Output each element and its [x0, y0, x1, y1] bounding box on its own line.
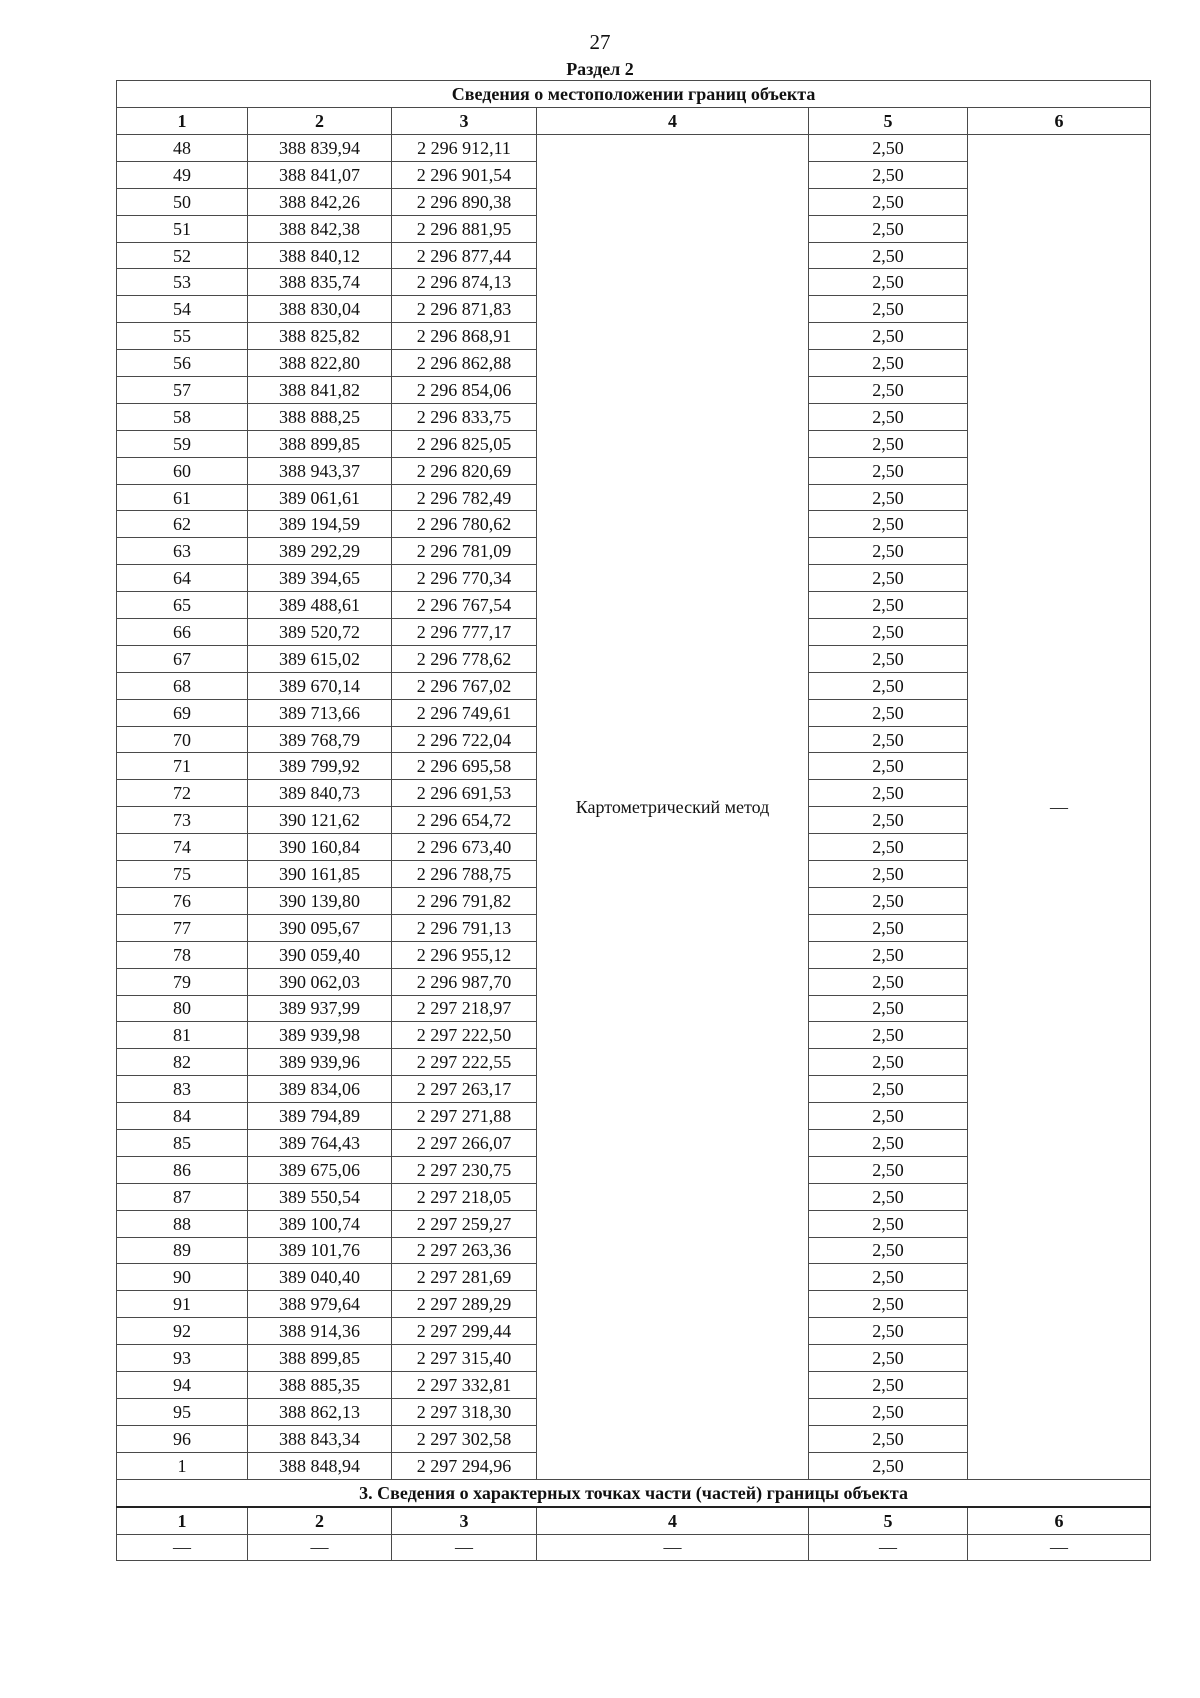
point-number-cell: 59 — [117, 430, 248, 457]
empty-value-cell: — — [392, 1534, 537, 1561]
y-coordinate-cell: 2 296 767,02 — [392, 672, 537, 699]
y-coordinate-cell: 2 297 318,30 — [392, 1398, 537, 1425]
x-coordinate-cell: 389 939,98 — [248, 1022, 392, 1049]
accuracy-cell: 2,50 — [809, 807, 968, 834]
accuracy-cell: 2,50 — [809, 296, 968, 323]
point-number-cell: 55 — [117, 323, 248, 350]
x-coordinate-cell: 389 550,54 — [248, 1183, 392, 1210]
column-header: 5 — [809, 1507, 968, 1535]
y-coordinate-cell: 2 296 778,62 — [392, 645, 537, 672]
table-title-row — [117, 81, 1151, 108]
accuracy-cell: 2,50 — [809, 887, 968, 914]
x-coordinate-cell: 389 394,65 — [248, 565, 392, 592]
point-number-cell: 93 — [117, 1345, 248, 1372]
y-coordinate-cell: 2 296 955,12 — [392, 941, 537, 968]
y-coordinate-cell: 2 296 862,88 — [392, 350, 537, 377]
accuracy-cell: 2,50 — [809, 1103, 968, 1130]
x-coordinate-cell: 390 059,40 — [248, 941, 392, 968]
x-coordinate-cell: 389 768,79 — [248, 726, 392, 753]
y-coordinate-cell: 2 297 266,07 — [392, 1129, 537, 1156]
page-number: 27 — [589, 30, 611, 54]
accuracy-cell: 2,50 — [809, 672, 968, 699]
accuracy-cell: 2,50 — [809, 135, 968, 162]
accuracy-cell: 2,50 — [809, 1318, 968, 1345]
y-coordinate-cell: 2 296 833,75 — [392, 403, 537, 430]
accuracy-cell: 2,50 — [809, 457, 968, 484]
point-number-cell: 77 — [117, 914, 248, 941]
column-header: 3 — [392, 1507, 537, 1535]
x-coordinate-cell: 389 488,61 — [248, 592, 392, 619]
point-number-cell: 84 — [117, 1103, 248, 1130]
empty-value-cell: — — [809, 1534, 968, 1561]
point-number-cell: 53 — [117, 269, 248, 296]
y-coordinate-cell: 2 297 281,69 — [392, 1264, 537, 1291]
x-coordinate-cell: 388 848,94 — [248, 1452, 392, 1479]
x-coordinate-cell: 389 840,73 — [248, 780, 392, 807]
y-coordinate-cell: 2 296 767,54 — [392, 592, 537, 619]
x-coordinate-cell: 390 161,85 — [248, 861, 392, 888]
accuracy-cell: 2,50 — [809, 995, 968, 1022]
y-coordinate-cell: 2 296 987,70 — [392, 968, 537, 995]
y-coordinate-cell: 2 296 901,54 — [392, 161, 537, 188]
point-number-cell: 62 — [117, 511, 248, 538]
accuracy-cell: 2,50 — [809, 726, 968, 753]
accuracy-cell: 2,50 — [809, 1076, 968, 1103]
point-number-cell: 80 — [117, 995, 248, 1022]
point-number-cell: 69 — [117, 699, 248, 726]
point-number-cell: 61 — [117, 484, 248, 511]
point-number-cell: 85 — [117, 1129, 248, 1156]
column-header: 6 — [968, 108, 1151, 135]
accuracy-cell: 2,50 — [809, 834, 968, 861]
x-coordinate-cell: 388 862,13 — [248, 1398, 392, 1425]
x-coordinate-cell: 388 839,94 — [248, 135, 392, 162]
accuracy-cell: 2,50 — [809, 1345, 968, 1372]
accuracy-cell: 2,50 — [809, 161, 968, 188]
y-coordinate-cell: 2 296 874,13 — [392, 269, 537, 296]
x-coordinate-cell: 390 062,03 — [248, 968, 392, 995]
point-number-cell: 78 — [117, 941, 248, 968]
accuracy-cell: 2,50 — [809, 269, 968, 296]
column-header: 5 — [809, 108, 968, 135]
x-coordinate-cell: 390 095,67 — [248, 914, 392, 941]
x-coordinate-cell: 389 799,92 — [248, 753, 392, 780]
accuracy-cell: 2,50 — [809, 1264, 968, 1291]
x-coordinate-cell: 388 888,25 — [248, 403, 392, 430]
y-coordinate-cell: 2 297 271,88 — [392, 1103, 537, 1130]
point-number-cell: 91 — [117, 1291, 248, 1318]
accuracy-cell: 2,50 — [809, 377, 968, 404]
accuracy-cell: 2,50 — [809, 592, 968, 619]
point-number-cell: 89 — [117, 1237, 248, 1264]
y-coordinate-cell: 2 297 222,55 — [392, 1049, 537, 1076]
y-coordinate-cell: 2 296 654,72 — [392, 807, 537, 834]
y-coordinate-cell: 2 296 782,49 — [392, 484, 537, 511]
accuracy-cell: 2,50 — [809, 511, 968, 538]
accuracy-cell: 2,50 — [809, 914, 968, 941]
point-number-cell: 50 — [117, 188, 248, 215]
point-number-cell: 86 — [117, 1156, 248, 1183]
x-coordinate-cell: 388 841,07 — [248, 161, 392, 188]
point-number-cell: 81 — [117, 1022, 248, 1049]
x-coordinate-cell: 390 121,62 — [248, 807, 392, 834]
table-row — [117, 135, 1151, 162]
y-coordinate-cell: 2 297 259,27 — [392, 1210, 537, 1237]
point-number-cell: 74 — [117, 834, 248, 861]
y-coordinate-cell: 2 296 825,05 — [392, 430, 537, 457]
accuracy-cell: 2,50 — [809, 1237, 968, 1264]
accuracy-cell: 2,50 — [809, 968, 968, 995]
y-coordinate-cell: 2 296 868,91 — [392, 323, 537, 350]
y-coordinate-cell: 2 296 791,82 — [392, 887, 537, 914]
point-number-cell: 87 — [117, 1183, 248, 1210]
point-number-cell: 52 — [117, 242, 248, 269]
x-coordinate-cell: 388 842,26 — [248, 188, 392, 215]
y-coordinate-cell: 2 296 877,44 — [392, 242, 537, 269]
point-number-cell: 92 — [117, 1318, 248, 1345]
point-number-cell: 54 — [117, 296, 248, 323]
x-coordinate-cell: 389 834,06 — [248, 1076, 392, 1103]
point-number-cell: 1 — [117, 1452, 248, 1479]
accuracy-cell: 2,50 — [809, 538, 968, 565]
column-header-row — [117, 108, 1151, 135]
empty-value-cell: — — [968, 1534, 1151, 1561]
y-coordinate-cell: 2 296 781,09 — [392, 538, 537, 565]
accuracy-cell: 2,50 — [809, 941, 968, 968]
column-header: 4 — [537, 1507, 809, 1535]
column-header: 2 — [248, 108, 392, 135]
accuracy-cell: 2,50 — [809, 1291, 968, 1318]
table-title: Сведения о местоположении границ объекта — [117, 81, 1151, 108]
accuracy-cell: 2,50 — [809, 484, 968, 511]
accuracy-cell: 2,50 — [809, 323, 968, 350]
accuracy-cell: 2,50 — [809, 1425, 968, 1452]
point-number-cell: 64 — [117, 565, 248, 592]
column-header: 2 — [248, 1507, 392, 1535]
x-coordinate-cell: 389 520,72 — [248, 619, 392, 646]
accuracy-cell: 2,50 — [809, 1156, 968, 1183]
point-number-cell: 68 — [117, 672, 248, 699]
point-number-cell: 75 — [117, 861, 248, 888]
accuracy-cell: 2,50 — [809, 1129, 968, 1156]
y-coordinate-cell: 2 296 695,58 — [392, 753, 537, 780]
x-coordinate-cell: 388 842,38 — [248, 215, 392, 242]
x-coordinate-cell: 389 100,74 — [248, 1210, 392, 1237]
accuracy-cell: 2,50 — [809, 1183, 968, 1210]
y-coordinate-cell: 2 296 912,11 — [392, 135, 537, 162]
accuracy-cell: 2,50 — [809, 430, 968, 457]
accuracy-cell: 2,50 — [809, 565, 968, 592]
y-coordinate-cell: 2 296 890,38 — [392, 188, 537, 215]
y-coordinate-cell: 2 297 332,81 — [392, 1371, 537, 1398]
section3-header-row — [117, 1507, 1151, 1535]
point-number-cell: 48 — [117, 135, 248, 162]
column-header: 4 — [537, 108, 809, 135]
point-number-cell: 95 — [117, 1398, 248, 1425]
accuracy-cell: 2,50 — [809, 350, 968, 377]
accuracy-cell: 2,50 — [809, 1398, 968, 1425]
point-number-cell: 96 — [117, 1425, 248, 1452]
y-coordinate-cell: 2 296 780,62 — [392, 511, 537, 538]
accuracy-cell: 2,50 — [809, 699, 968, 726]
x-coordinate-cell: 389 615,02 — [248, 645, 392, 672]
point-number-cell: 73 — [117, 807, 248, 834]
accuracy-cell: 2,50 — [809, 403, 968, 430]
y-coordinate-cell: 2 296 749,61 — [392, 699, 537, 726]
point-number-cell: 94 — [117, 1371, 248, 1398]
x-coordinate-cell: 389 292,29 — [248, 538, 392, 565]
y-coordinate-cell: 2 296 791,13 — [392, 914, 537, 941]
accuracy-cell: 2,50 — [809, 1022, 968, 1049]
point-number-cell: 82 — [117, 1049, 248, 1076]
x-coordinate-cell: 389 939,96 — [248, 1049, 392, 1076]
y-coordinate-cell: 2 296 770,34 — [392, 565, 537, 592]
x-coordinate-cell: 388 825,82 — [248, 323, 392, 350]
point-number-cell: 90 — [117, 1264, 248, 1291]
x-coordinate-cell: 389 794,89 — [248, 1103, 392, 1130]
x-coordinate-cell: 388 835,74 — [248, 269, 392, 296]
accuracy-cell: 2,50 — [809, 645, 968, 672]
x-coordinate-cell: 388 979,64 — [248, 1291, 392, 1318]
y-coordinate-cell: 2 297 315,40 — [392, 1345, 537, 1372]
y-coordinate-cell: 2 296 777,17 — [392, 619, 537, 646]
point-number-cell: 51 — [117, 215, 248, 242]
point-number-cell: 72 — [117, 780, 248, 807]
x-coordinate-cell: 388 914,36 — [248, 1318, 392, 1345]
section3-title: 3. Сведения о характерных точках части (частей) границы объекта — [117, 1479, 1151, 1507]
point-number-cell: 63 — [117, 538, 248, 565]
x-coordinate-cell: 388 840,12 — [248, 242, 392, 269]
x-coordinate-cell: 389 194,59 — [248, 511, 392, 538]
y-coordinate-cell: 2 297 302,58 — [392, 1425, 537, 1452]
column-header: 3 — [392, 108, 537, 135]
point-number-cell: 70 — [117, 726, 248, 753]
x-coordinate-cell: 389 764,43 — [248, 1129, 392, 1156]
y-coordinate-cell: 2 296 871,83 — [392, 296, 537, 323]
x-coordinate-cell: 389 713,66 — [248, 699, 392, 726]
y-coordinate-cell: 2 297 294,96 — [392, 1452, 537, 1479]
x-coordinate-cell: 388 943,37 — [248, 457, 392, 484]
point-number-cell: 58 — [117, 403, 248, 430]
x-coordinate-cell: 388 899,85 — [248, 430, 392, 457]
y-coordinate-cell: 2 297 218,97 — [392, 995, 537, 1022]
y-coordinate-cell: 2 297 289,29 — [392, 1291, 537, 1318]
x-coordinate-cell: 388 822,80 — [248, 350, 392, 377]
empty-value-cell: — — [248, 1534, 392, 1561]
boundary-table — [116, 80, 1151, 1561]
accuracy-cell: 2,50 — [809, 619, 968, 646]
accuracy-cell: 2,50 — [809, 861, 968, 888]
y-coordinate-cell: 2 297 299,44 — [392, 1318, 537, 1345]
column-header: 6 — [968, 1507, 1151, 1535]
method-cell: Картометрический метод — [537, 135, 809, 1480]
y-coordinate-cell: 2 297 222,50 — [392, 1022, 537, 1049]
point-number-cell: 79 — [117, 968, 248, 995]
x-coordinate-cell: 388 841,82 — [248, 377, 392, 404]
y-coordinate-cell: 2 296 691,53 — [392, 780, 537, 807]
y-coordinate-cell: 2 297 218,05 — [392, 1183, 537, 1210]
accuracy-cell: 2,50 — [809, 780, 968, 807]
accuracy-cell: 2,50 — [809, 242, 968, 269]
point-number-cell: 65 — [117, 592, 248, 619]
y-coordinate-cell: 2 296 854,06 — [392, 377, 537, 404]
x-coordinate-cell: 388 899,85 — [248, 1345, 392, 1372]
x-coordinate-cell: 390 139,80 — [248, 887, 392, 914]
y-coordinate-cell: 2 297 263,17 — [392, 1076, 537, 1103]
accuracy-cell: 2,50 — [809, 753, 968, 780]
section3-title-row — [117, 1479, 1151, 1507]
x-coordinate-cell: 390 160,84 — [248, 834, 392, 861]
accuracy-cell: 2,50 — [809, 1210, 968, 1237]
x-coordinate-cell: 388 843,34 — [248, 1425, 392, 1452]
y-coordinate-cell: 2 296 881,95 — [392, 215, 537, 242]
y-coordinate-cell: 2 297 230,75 — [392, 1156, 537, 1183]
y-coordinate-cell: 2 296 820,69 — [392, 457, 537, 484]
x-coordinate-cell: 388 885,35 — [248, 1371, 392, 1398]
x-coordinate-cell: 388 830,04 — [248, 296, 392, 323]
y-coordinate-cell: 2 296 722,04 — [392, 726, 537, 753]
empty-value-cell: — — [117, 1534, 248, 1561]
section-title: Раздел 2 — [566, 59, 634, 79]
x-coordinate-cell: 389 937,99 — [248, 995, 392, 1022]
point-number-cell: 71 — [117, 753, 248, 780]
accuracy-cell: 2,50 — [809, 215, 968, 242]
x-coordinate-cell: 389 040,40 — [248, 1264, 392, 1291]
x-coordinate-cell: 389 670,14 — [248, 672, 392, 699]
y-coordinate-cell: 2 297 263,36 — [392, 1237, 537, 1264]
accuracy-cell: 2,50 — [809, 1371, 968, 1398]
point-number-cell: 56 — [117, 350, 248, 377]
point-number-cell: 83 — [117, 1076, 248, 1103]
point-number-cell: 60 — [117, 457, 248, 484]
empty-value-cell: — — [537, 1534, 809, 1561]
accuracy-cell: 2,50 — [809, 1452, 968, 1479]
x-coordinate-cell: 389 101,76 — [248, 1237, 392, 1264]
point-number-cell: 66 — [117, 619, 248, 646]
point-number-cell: 76 — [117, 887, 248, 914]
description-cell: — — [968, 135, 1151, 1480]
point-number-cell: 57 — [117, 377, 248, 404]
column-header: 1 — [117, 108, 248, 135]
section3-row — [117, 1534, 1151, 1561]
y-coordinate-cell: 2 296 788,75 — [392, 861, 537, 888]
x-coordinate-cell: 389 061,61 — [248, 484, 392, 511]
accuracy-cell: 2,50 — [809, 1049, 968, 1076]
point-number-cell: 49 — [117, 161, 248, 188]
point-number-cell: 88 — [117, 1210, 248, 1237]
y-coordinate-cell: 2 296 673,40 — [392, 834, 537, 861]
column-header: 1 — [117, 1507, 248, 1535]
x-coordinate-cell: 389 675,06 — [248, 1156, 392, 1183]
accuracy-cell: 2,50 — [809, 188, 968, 215]
point-number-cell: 67 — [117, 645, 248, 672]
